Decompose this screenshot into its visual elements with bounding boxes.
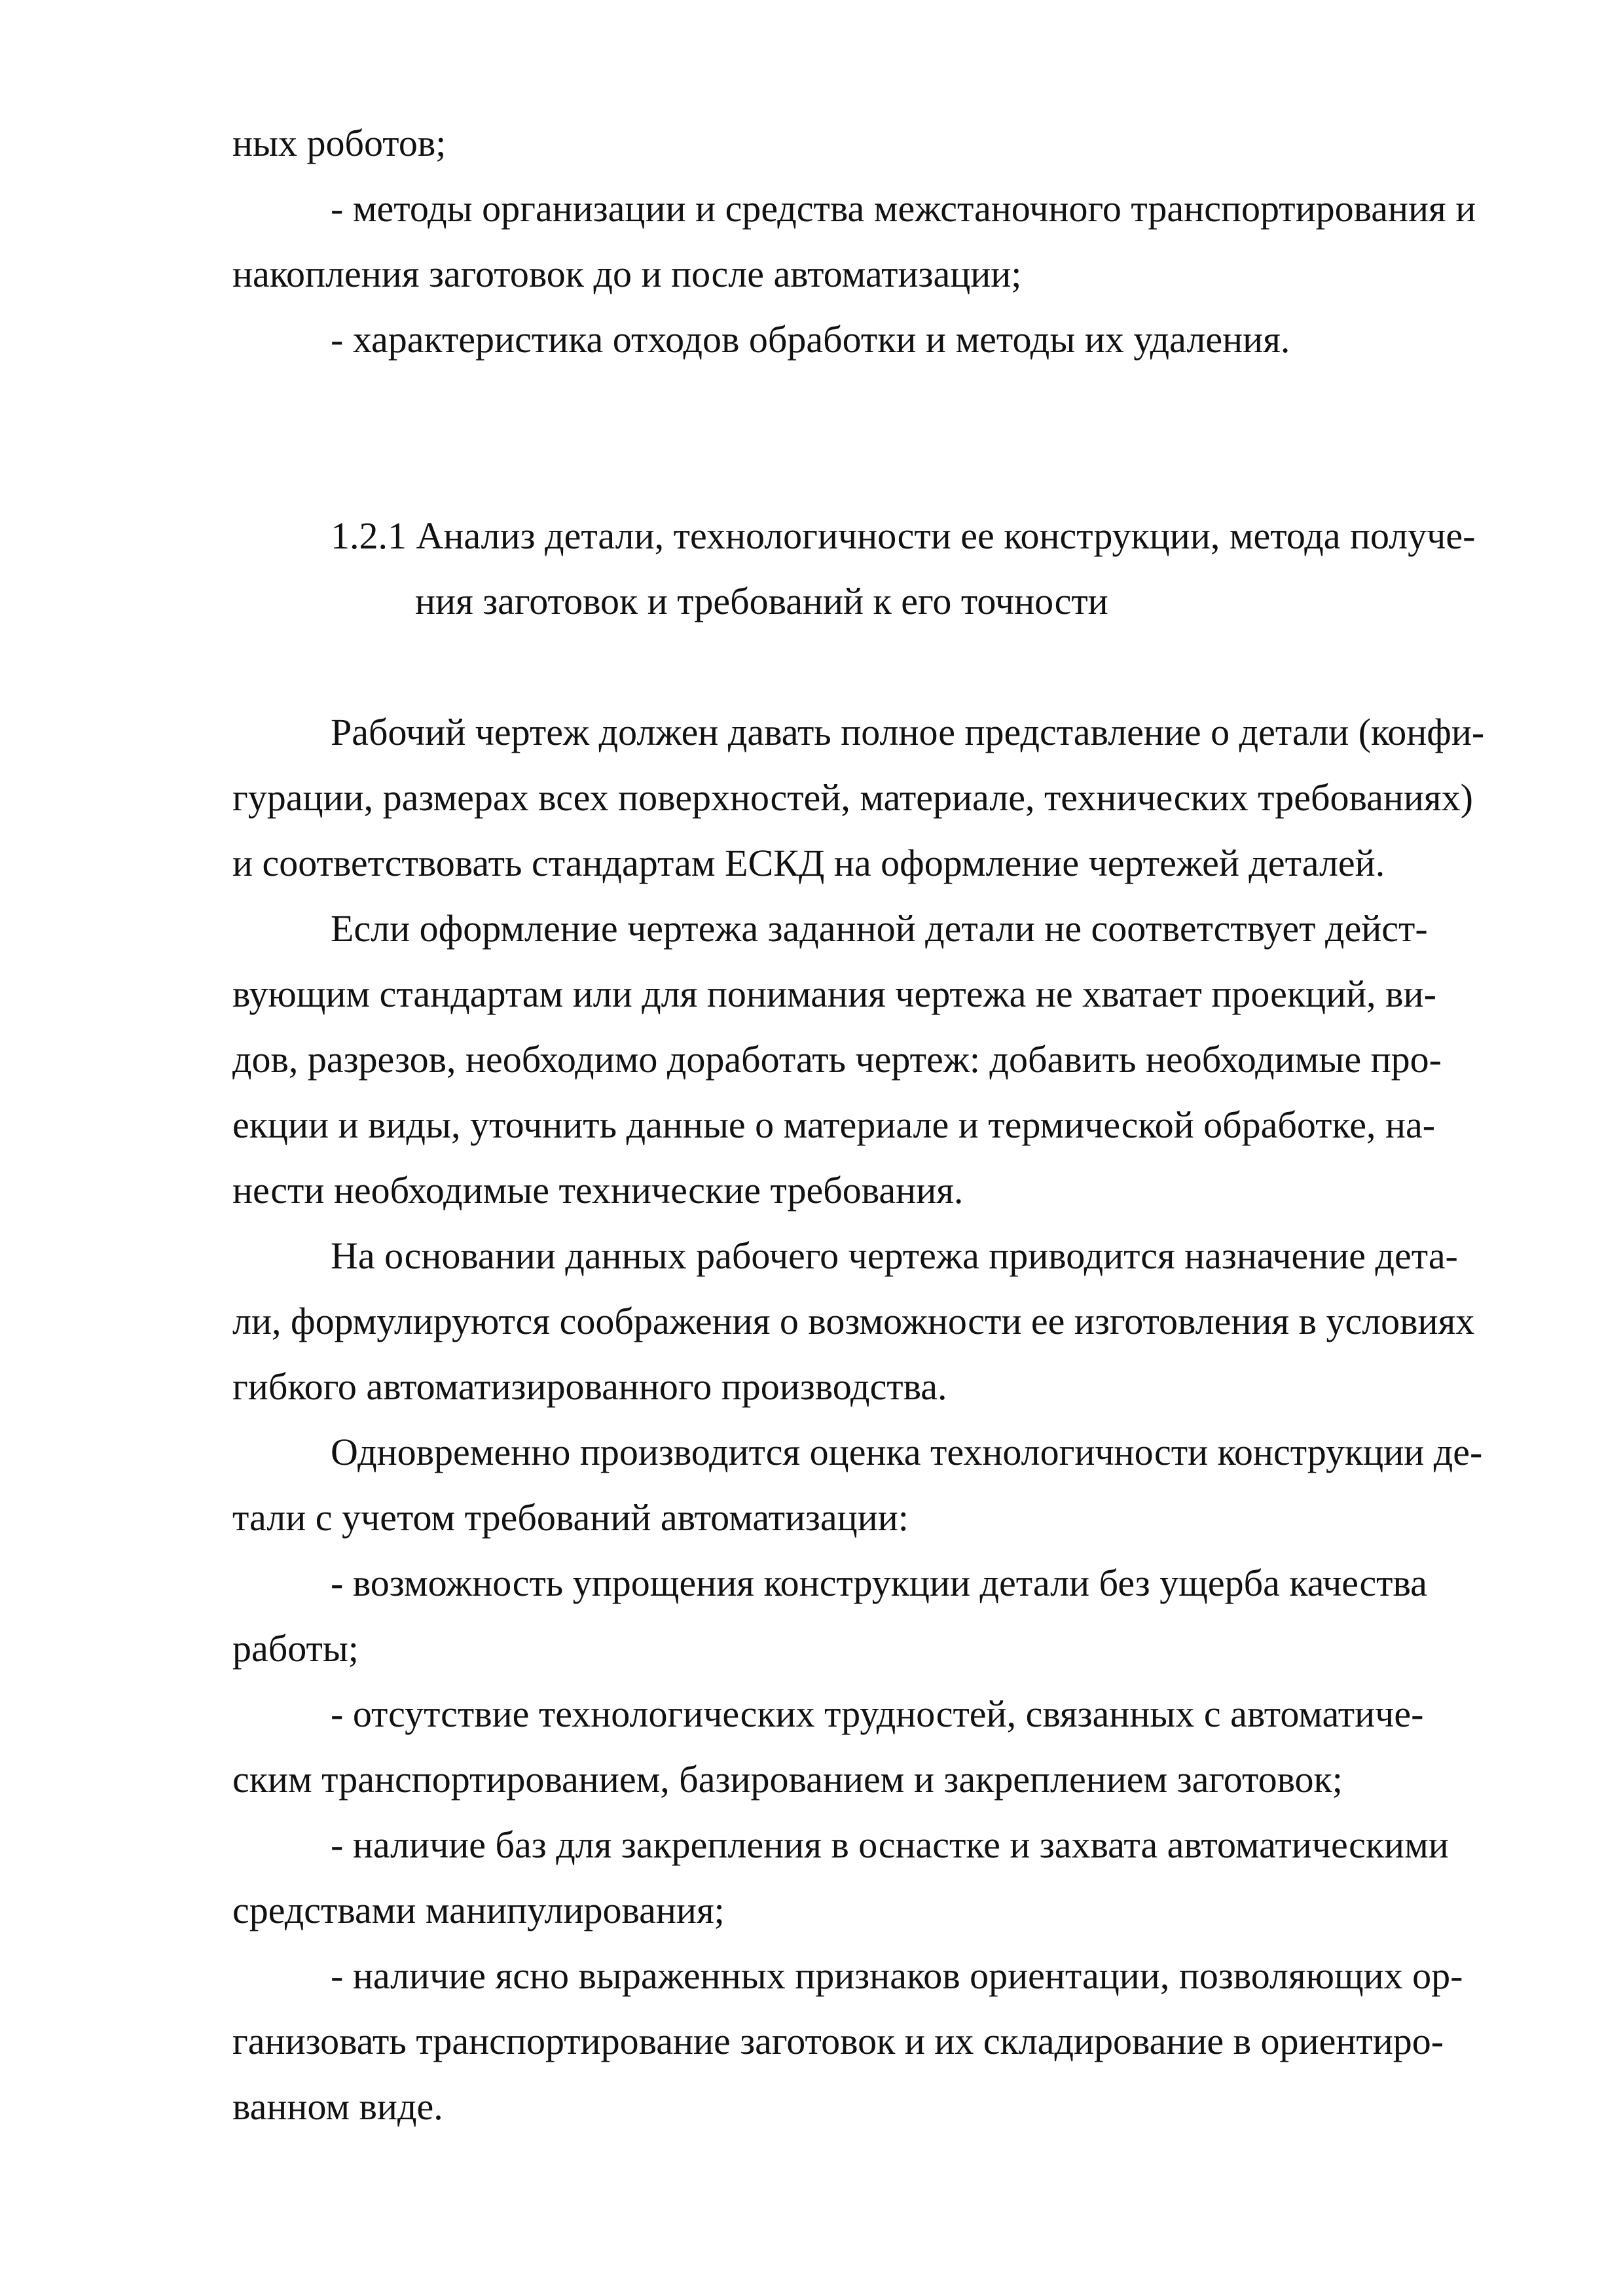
text-line: На основании данных рабочего чертежа приводится назначение дета- <box>331 1234 1458 1277</box>
text-line: вующим стандартам или для понимания чертежа не хватает проекций, ви- <box>232 973 1436 1015</box>
list-item: ганизовать транспортирование заготовок и их складирование в ориентиро- <box>232 2020 1444 2062</box>
text-line: гурации, размерах всех поверхностей, материале, технических требованиях) <box>232 776 1473 819</box>
list-item: - возможность упрощения конструкции детали без ущерба качества <box>331 1562 1427 1604</box>
text-line: нести необходимые технические требования. <box>232 1169 964 1211</box>
text-line: ных роботов; <box>232 122 447 164</box>
text-line: гибкого автоматизированного производства. <box>232 1365 947 1408</box>
list-item: - отсутствие технологических трудностей, связанных с автоматиче- <box>331 1693 1424 1735</box>
section-heading: 1.2.1 Анализ детали, технологичности ее конструкции, метода получе- <box>331 514 1476 557</box>
list-item: - наличие баз для закрепления в оснастке и захвата автоматическими <box>331 1823 1449 1866</box>
list-item: ванном виде. <box>232 2085 443 2128</box>
list-item: - наличие ясно выраженных признаков ориентации, позволяющих ор- <box>331 1954 1463 1997</box>
text-line: накопления заготовок до и после автоматизации; <box>232 253 1022 295</box>
text-line: - методы организации и средства межстаночного транспортирования и <box>331 187 1476 230</box>
text-line: Если оформление чертежа заданной детали не соответствует дейст- <box>331 907 1428 950</box>
text-line: Одновременно производится оценка технологичности конструкции де- <box>331 1431 1483 1473</box>
text-line: и соответствовать стандартам ЕСКД на оформление чертежей деталей. <box>232 842 1385 884</box>
list-item: средствами манипулирования; <box>232 1889 725 1931</box>
text-line: ли, формулируются соображения о возможности ее изготовления в условиях <box>232 1300 1475 1342</box>
text-line: екции и виды, уточнить данные о материале и термической обработке, на- <box>232 1103 1436 1146</box>
section-heading: ния заготовок и требований к его точности <box>415 580 1108 622</box>
list-item: работы; <box>232 1627 359 1670</box>
text-line: тали с учетом требований автоматизации: <box>232 1496 909 1539</box>
text-line: - характеристика отходов обработки и методы их удаления. <box>331 318 1290 361</box>
text-line: Рабочий чертеж должен давать полное представление о детали (конфи- <box>331 711 1485 753</box>
text-line: дов, разрезов, необходимо доработать чертеж: добавить необходимые про- <box>232 1038 1442 1081</box>
list-item: ским транспортированием, базированием и закреплением заготовок; <box>232 1758 1343 1801</box>
